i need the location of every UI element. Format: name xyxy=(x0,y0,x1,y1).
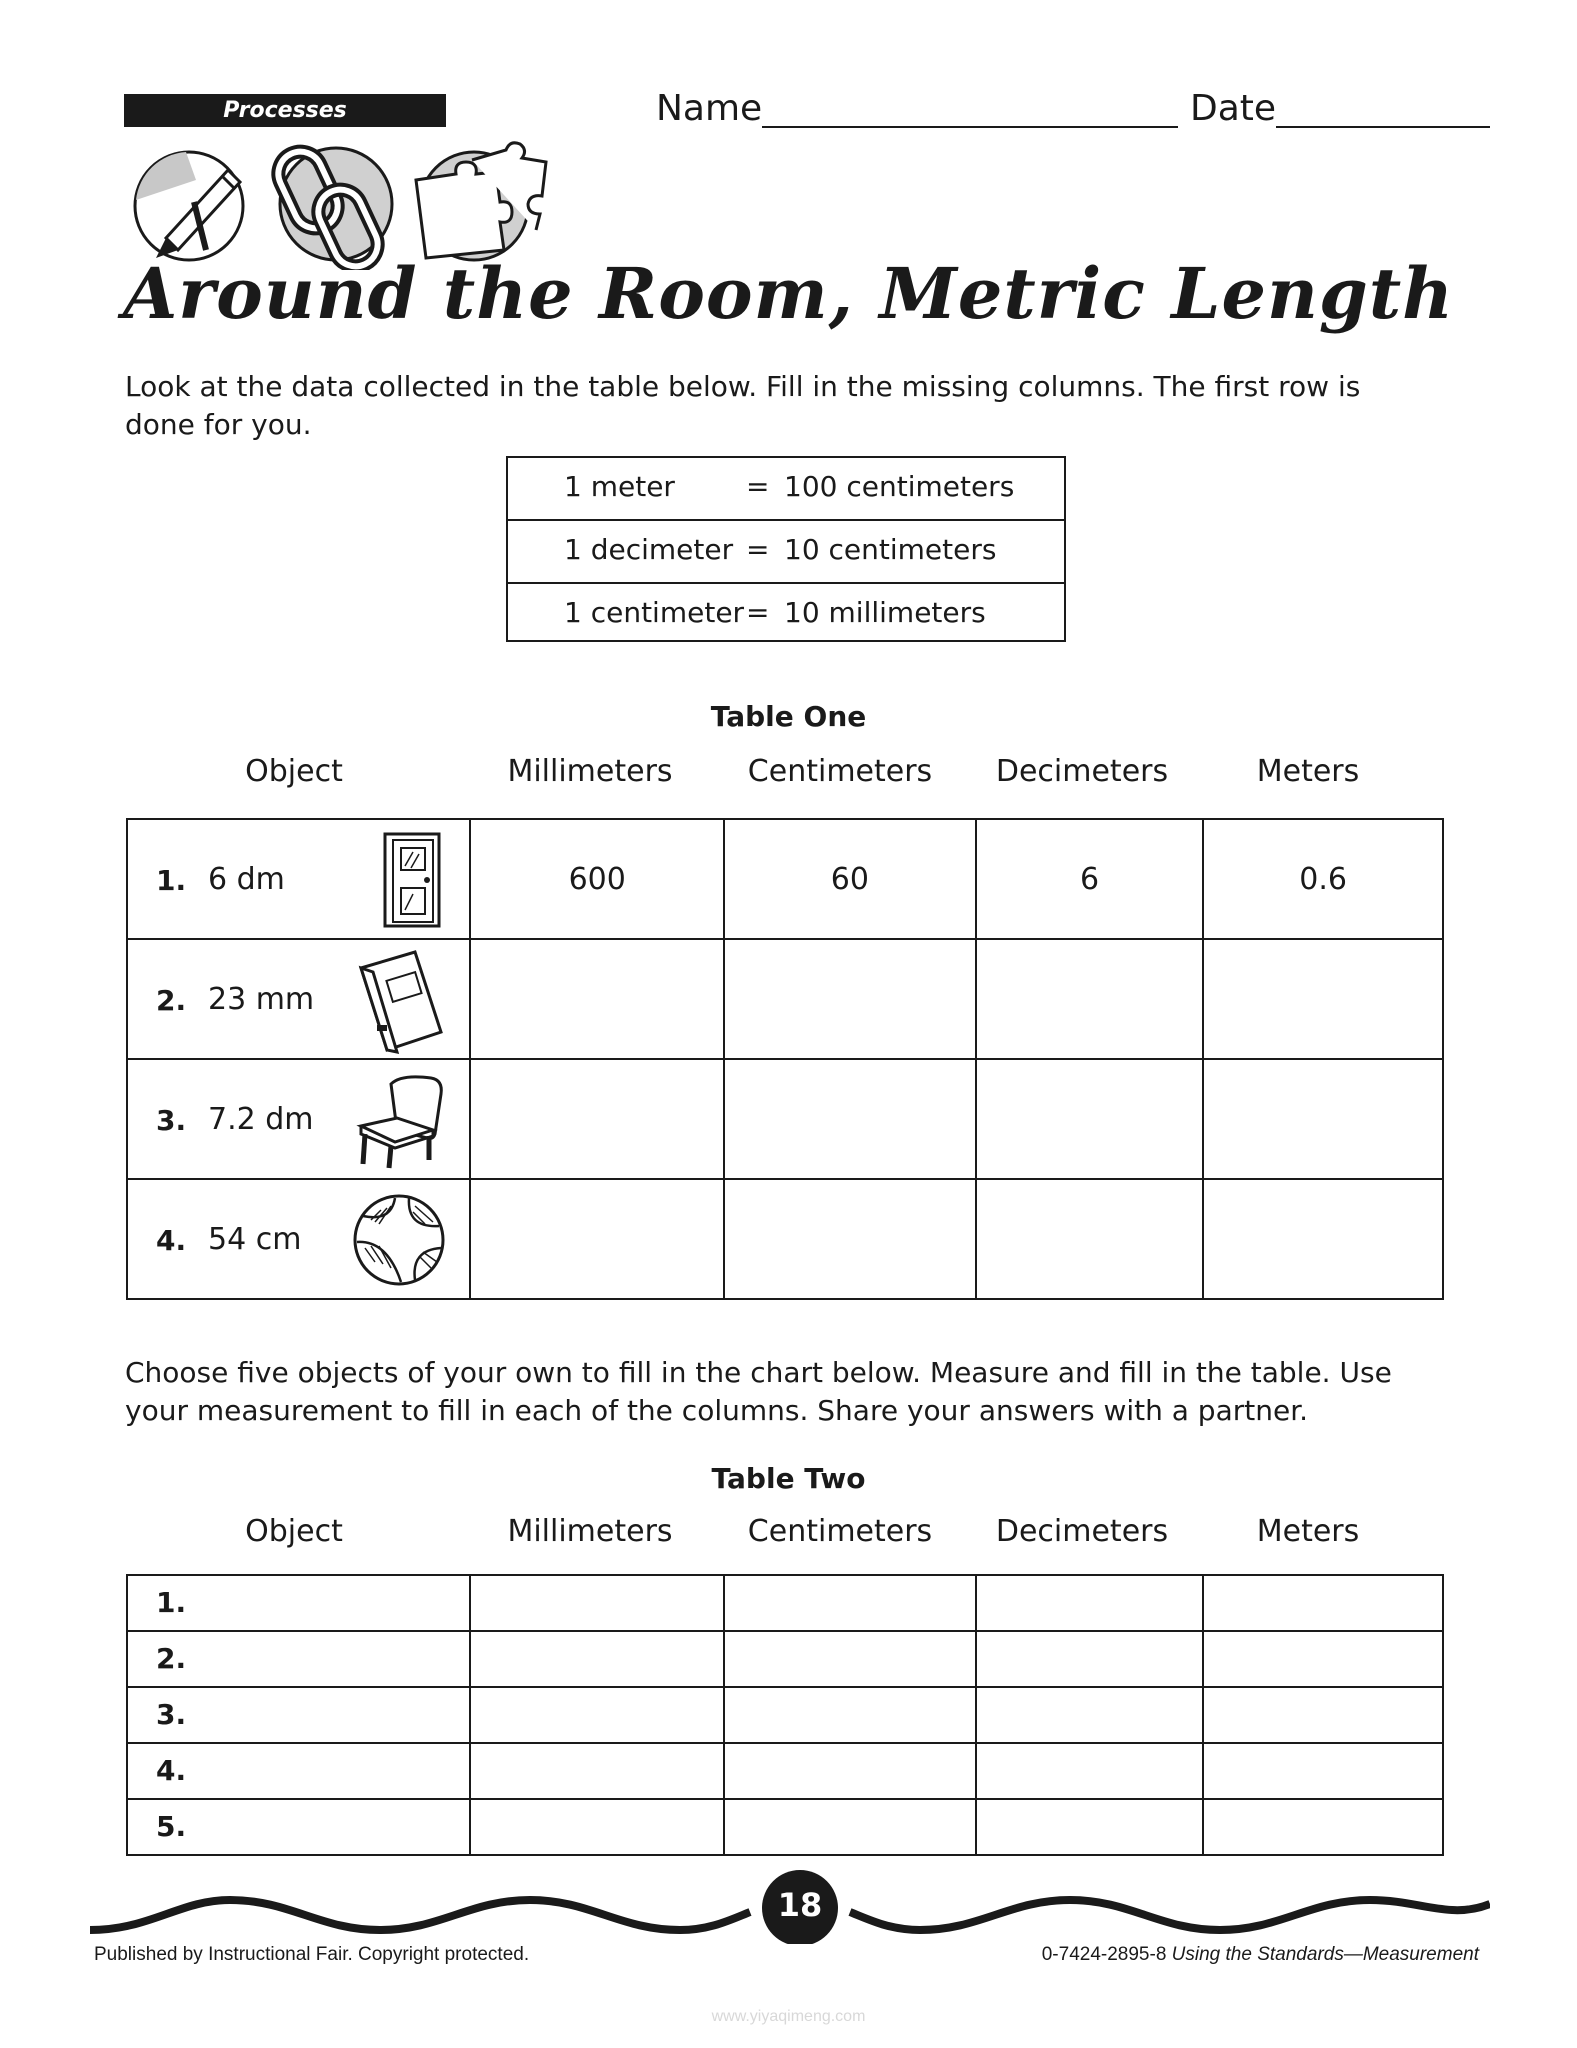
col-header-object: Object xyxy=(245,1514,343,1549)
col-header-object: Object xyxy=(245,754,343,789)
table-row xyxy=(127,819,1443,939)
centimeters-cell[interactable] xyxy=(724,1059,976,1179)
footer-book-info xyxy=(1042,1944,1479,1966)
object-measure: 23 mm xyxy=(208,982,315,1017)
decimeters-cell[interactable] xyxy=(976,1059,1204,1179)
conversion-left: 1 centimeter xyxy=(564,596,745,629)
decimeters-cell[interactable] xyxy=(976,1687,1204,1743)
object-cell[interactable] xyxy=(127,1799,470,1855)
object-cell xyxy=(127,1179,470,1299)
footer-isbn: 0-7424-2895-8 xyxy=(1041,1944,1167,1965)
meters-cell[interactable] xyxy=(1203,1575,1443,1631)
table-row xyxy=(127,1743,1443,1799)
row-number: 2. xyxy=(156,1642,187,1675)
conversion-left: 1 decimeter xyxy=(564,533,734,566)
millimeters-cell[interactable] xyxy=(470,939,724,1059)
watermark: www.yiyaqimeng.com xyxy=(711,2008,866,2025)
object-cell xyxy=(127,819,470,939)
conversion-left: 1 meter xyxy=(564,470,675,503)
millimeters-cell[interactable] xyxy=(470,1179,724,1299)
section-tag: Processes xyxy=(124,94,446,127)
row-number: 3. xyxy=(156,1698,187,1731)
instructions-one: Look at the data collected in the table below. Fill in the missing columns. The first row is done for you. xyxy=(125,370,1361,441)
row-number: 4. xyxy=(156,1754,187,1787)
meters-cell[interactable] xyxy=(1203,1687,1443,1743)
col-header-centimeters: Centimeters xyxy=(747,1514,933,1549)
centimeters-cell[interactable] xyxy=(724,1743,976,1799)
millimeters-cell[interactable] xyxy=(470,1575,724,1631)
meters-cell[interactable] xyxy=(1203,1743,1443,1799)
meters-cell[interactable] xyxy=(1203,1799,1443,1855)
decimeters-cell[interactable] xyxy=(976,1799,1204,1855)
table-two xyxy=(126,1574,1444,1856)
name-label: Name xyxy=(656,88,763,129)
col-header-meters: Meters xyxy=(1256,754,1360,789)
conversion-box xyxy=(506,456,1066,642)
date-line[interactable] xyxy=(1276,126,1490,128)
conversion-right: 10 centimeters xyxy=(784,533,997,566)
decimeters-cell[interactable] xyxy=(976,1179,1204,1299)
object-cell[interactable] xyxy=(127,1687,470,1743)
table-one xyxy=(126,818,1444,1300)
table-row xyxy=(127,1179,1443,1299)
table-one-caption: Table One xyxy=(710,700,867,733)
pencil-icon xyxy=(135,152,243,260)
col-header-millimeters: Millimeters xyxy=(507,1514,673,1549)
millimeters-cell[interactable]: 600 xyxy=(470,819,724,939)
millimeters-cell[interactable] xyxy=(470,1743,724,1799)
object-cell[interactable] xyxy=(127,1743,470,1799)
meters-cell[interactable] xyxy=(1203,1179,1443,1299)
process-icons xyxy=(126,140,556,270)
centimeters-cell[interactable] xyxy=(724,1575,976,1631)
col-header-meters: Meters xyxy=(1256,1514,1360,1549)
table-row xyxy=(127,1059,1443,1179)
centimeters-cell[interactable] xyxy=(724,1687,976,1743)
book-icon xyxy=(351,948,447,1056)
footer-copyright: Published by Instructional Fair. Copyright protected. xyxy=(94,1944,530,1965)
col-header-decimeters: Decimeters xyxy=(995,754,1169,789)
table-row xyxy=(127,1799,1443,1855)
ball-icon xyxy=(351,1192,447,1288)
row-number: 1. xyxy=(156,1586,187,1619)
conversion-right: 10 millimeters xyxy=(784,596,986,629)
row-number: 5. xyxy=(156,1810,187,1843)
table-row xyxy=(127,1687,1443,1743)
row-number: 2. xyxy=(156,984,187,1017)
meters-cell[interactable] xyxy=(1203,939,1443,1059)
decimeters-cell[interactable] xyxy=(976,939,1204,1059)
row-number: 3. xyxy=(156,1104,187,1137)
table-row xyxy=(127,1575,1443,1631)
col-header-millimeters: Millimeters xyxy=(507,754,673,789)
object-cell xyxy=(127,1059,470,1179)
centimeters-cell[interactable]: 60 xyxy=(724,819,976,939)
chair-icon xyxy=(351,1070,447,1170)
centimeters-cell[interactable] xyxy=(724,1631,976,1687)
conversion-equals: = xyxy=(746,596,770,629)
object-cell[interactable] xyxy=(127,1575,470,1631)
decimeters-cell[interactable]: 6 xyxy=(976,819,1204,939)
row-number: 1. xyxy=(156,864,187,897)
millimeters-cell[interactable] xyxy=(470,1799,724,1855)
decimeters-cell[interactable] xyxy=(976,1631,1204,1687)
object-measure: 7.2 dm xyxy=(208,1102,314,1137)
date-label: Date xyxy=(1190,88,1277,129)
decimeters-cell[interactable] xyxy=(976,1575,1204,1631)
puzzle-icon xyxy=(416,143,546,260)
millimeters-cell[interactable] xyxy=(470,1059,724,1179)
table-row xyxy=(127,1631,1443,1687)
meters-cell[interactable] xyxy=(1203,1631,1443,1687)
millimeters-cell[interactable] xyxy=(470,1687,724,1743)
centimeters-cell[interactable] xyxy=(724,1799,976,1855)
decimeters-cell[interactable] xyxy=(976,1743,1204,1799)
object-cell xyxy=(127,939,470,1059)
centimeters-cell[interactable] xyxy=(724,939,976,1059)
table-two-caption: Table Two xyxy=(711,1462,866,1495)
table-row xyxy=(127,939,1443,1059)
meters-cell[interactable]: 0.6 xyxy=(1203,819,1443,939)
conversion-row xyxy=(508,521,1064,583)
object-measure: 54 cm xyxy=(208,1222,302,1257)
col-header-decimeters: Decimeters xyxy=(995,1514,1169,1549)
conversion-row xyxy=(508,584,1064,646)
centimeters-cell[interactable] xyxy=(724,1179,976,1299)
conversion-equals: = xyxy=(746,470,770,503)
name-line[interactable] xyxy=(762,126,1178,128)
millimeters-cell[interactable] xyxy=(470,1631,724,1687)
object-cell[interactable] xyxy=(127,1631,470,1687)
door-icon xyxy=(377,830,447,930)
instructions-two: Choose five objects of your own to fill in the chart below. Measure and fill in the table. Use your measurement to fill in each of the columns. Share your answers with a partner. xyxy=(125,1356,1392,1427)
col-header-centimeters: Centimeters xyxy=(747,754,933,789)
page-number: 18 xyxy=(777,1886,823,1924)
object-measure: 6 dm xyxy=(208,862,285,897)
conversion-right: 100 centimeters xyxy=(784,470,1015,503)
conversion-row xyxy=(508,458,1064,520)
meters-cell[interactable] xyxy=(1203,1059,1443,1179)
footer-book-title: Using the Standards—Measurement xyxy=(1171,1944,1479,1965)
row-number: 4. xyxy=(156,1224,187,1257)
conversion-equals: = xyxy=(746,533,770,566)
page-title: Around the Room, Metric Length xyxy=(122,252,1455,335)
